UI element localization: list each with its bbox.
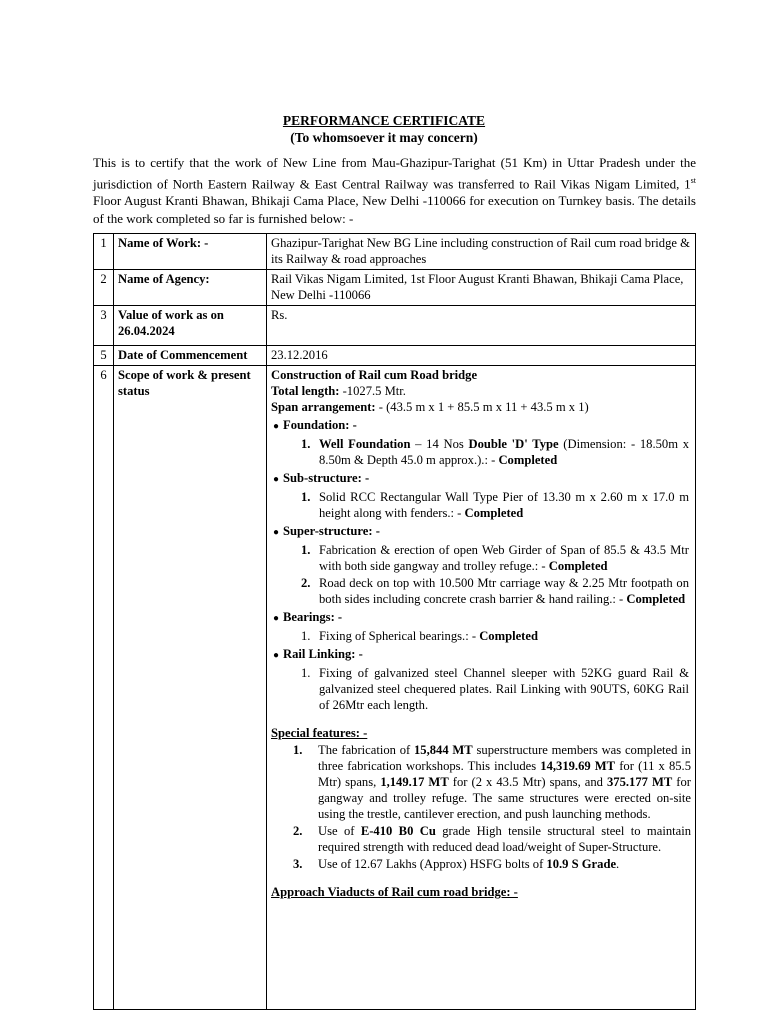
row-number: 2 [94,270,114,306]
row-value: Rs. [267,306,696,346]
span-arrangement: Span arrangement: - (43.5 m x 1 + 85.5 m x 11 + 43.5 m x 1) [271,400,589,414]
row-label: Name of Work: - [114,234,267,270]
scope-cell [267,366,696,1010]
certificate-title: PERFORMANCE CERTIFICATE [282,113,486,128]
certificate-subtitle: (To whomsoever it may concern) [290,130,478,145]
row-number: 3 [94,306,114,346]
list-item: 1. Fabrication & erection of open Web Girder of Span of 85.5 & 43.5 Mtr with both side gangway and trolley refuge.: - Completed [301,543,689,573]
bullet-icon: ● [273,421,280,432]
list-item: 1. Fixing of galvanized steel Channel sleeper with 52KG guard Rail & galvanized steel chequered plates. Rail Linking with 90UTS, 60KG Rail of 26Mtr each length. [301,666,689,712]
list-item: 1. Solid RCC Rectangular Wall Type Pier of 13.30 m x 2.60 m x 17.0 m height along with fenders.: - Completed [301,490,689,520]
list-item: 3. Use of 12.67 Lakhs (Approx) HSFG bolts of 10.9 S Grade. [293,857,620,871]
section-substructure: ● Sub-structure: - [271,470,691,488]
row-label: Name of Agency: [114,270,267,306]
intro-text-a: This is to certify that the work of New Line from Mau-Ghazipur-Tarighat (51 Km) in Uttar Pradesh under the jurisdiction of North Eastern Railway & East Central Railway was transferred to Rail Vikas Nigam Limited, 1 [93,155,696,191]
row-label: Value of work as on 26.04.2024 [114,306,267,346]
row-value: Rail Vikas Nigam Limited, 1st Floor August Kranti Bhawan, Bhikaji Cama Place, New Delhi -110066 [267,270,696,306]
bullet-icon: ● [273,650,280,661]
row-value: 23.12.2016 [267,346,696,366]
total-length: Total length: -1027.5 Mtr. [271,384,406,398]
details-table [93,233,696,1010]
scope-heading: Construction of Rail cum Road bridge [271,368,478,382]
special-features-heading: Special features: - [271,726,368,740]
list-item: 1. Fixing of Spherical bearings.: - Completed [301,629,538,643]
bullet-icon: ● [273,527,280,538]
section-rail-linking: ● Rail Linking: - [271,646,691,664]
approach-viaducts-heading: Approach Viaducts of Rail cum road bridge: - [271,885,518,899]
row-number: 6 [94,366,114,1010]
row-label: Date of Commencement [114,346,267,366]
row-label: Scope of work & present status [114,366,267,1010]
bullet-icon: ● [273,613,280,624]
list-item: 1. Well Foundation – 14 Nos Double 'D' Type (Dimension: - 18.50m x 8.50m & Depth 45.0 m approx.).: - Completed [301,437,689,467]
intro-superscript: st [690,175,696,185]
table-row [94,270,696,306]
intro-text-b: Floor August Kranti Bhawan, Bhikaji Cama Place, New Delhi -110066 for execution on Turnkey basis. The details of the work completed so far is furnished below: - [93,193,696,226]
table-row [94,306,696,346]
list-item: 2. Road deck on top with 10.500 Mtr carriage way & 2.25 Mtr footpath on both sides including concrete crash barrier & hand railing.: - Completed [301,576,689,606]
bullet-icon: ● [273,474,280,485]
table-row [94,346,696,366]
certificate-heading [0,112,768,146]
intro-paragraph [93,154,696,227]
table-row [94,234,696,270]
row-number: 5 [94,346,114,366]
list-item: 2. Use of E-410 B0 Cu grade High tensile structural steel to maintain required strength with reduced dead load/weight of Super-Structure. [293,824,691,854]
list-item: 1. The fabrication of 15,844 MT superstructure members was completed in three fabrication workshops. This includes 14,319.69 MT for (11 x 85.5 Mtr) spans, 1,149.17 MT for (2 x 43.5 Mtr) spans, and 375.177 MT for gangway and trolley refuge. The same structures were erected on-site using the trestle, cantilever erection, and push launching methods. [293,743,692,821]
table-row [94,366,696,1010]
row-number: 1 [94,234,114,270]
section-superstructure: ● Super-structure: - [271,523,691,541]
section-bearings: ● Bearings: - [271,609,691,627]
section-foundation: ● Foundation: - [271,417,691,435]
row-value: Ghazipur-Tarighat New BG Line including construction of Rail cum road bridge & its Railway & road approaches [267,234,696,270]
